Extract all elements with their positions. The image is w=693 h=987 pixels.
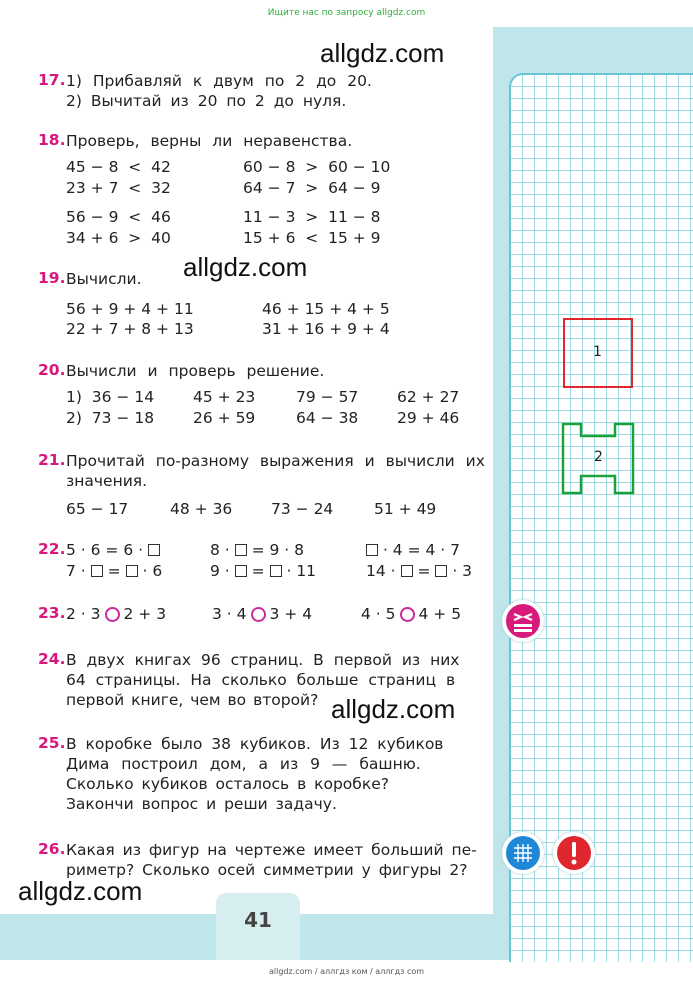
watermark: allgdz.com bbox=[331, 694, 456, 724]
exercise-19-item: 31 + 16 + 9 + 4 bbox=[262, 320, 390, 338]
expr-text: = 9 · 8 bbox=[251, 541, 305, 559]
exercise-25-line-4: Закончи вопрос и реши задачу. bbox=[66, 795, 337, 813]
grid-paper bbox=[509, 73, 693, 962]
exercise-19-item: 22 + 7 + 8 + 13 bbox=[66, 320, 194, 338]
exercise-22-item bbox=[210, 561, 316, 581]
expr-text: 9 · bbox=[210, 562, 230, 580]
expr-text: 4 + 5 bbox=[418, 605, 462, 623]
exercise-22-item bbox=[366, 561, 472, 581]
compare-icon bbox=[502, 600, 544, 642]
exercise-18-item: 56 − 9 < 46 bbox=[66, 208, 171, 226]
expr-text: = bbox=[251, 562, 265, 580]
exercise-18-item: 60 − 8 > 60 − 10 bbox=[243, 158, 391, 176]
exercise-25-line-2: Дима построил дом, а из 9 — башню. bbox=[66, 755, 421, 773]
exercise-21-line-2: значения. bbox=[66, 472, 148, 490]
exercise-number: 25. bbox=[38, 734, 66, 752]
exercise-19-title: Вычисли. bbox=[66, 270, 142, 288]
compare-circle bbox=[251, 607, 266, 622]
blank-box bbox=[366, 544, 378, 556]
watermark: allgdz.com bbox=[18, 876, 143, 906]
grid-icon bbox=[502, 832, 544, 874]
exercise-24-line-1: В двух книгах 96 страниц. В первой из них bbox=[66, 651, 460, 669]
blank-box bbox=[435, 565, 447, 577]
exercise-23-item bbox=[66, 604, 166, 624]
exercise-26-line-1: Какая из фигур на чертеже имеет больший пе- bbox=[66, 841, 477, 859]
exercise-18-item: 45 − 8 < 42 bbox=[66, 158, 171, 176]
expr-text: 2 · 3 bbox=[66, 605, 101, 623]
exercise-number: 19. bbox=[38, 269, 66, 287]
expr-text: 4 · 5 bbox=[361, 605, 396, 623]
expr-text: 5 · 6 = 6 · bbox=[66, 541, 144, 559]
exercise-number: 17. bbox=[38, 71, 66, 89]
blank-box bbox=[91, 565, 103, 577]
expr-text: · 3 bbox=[452, 562, 473, 580]
expr-text: · 11 bbox=[286, 562, 317, 580]
expr-text: 14 · bbox=[366, 562, 396, 580]
blank-box bbox=[401, 565, 413, 577]
exercise-22-item bbox=[210, 540, 304, 560]
exercise-18-item: 11 − 3 > 11 − 8 bbox=[243, 208, 381, 226]
exercise-21-item: 65 − 17 bbox=[66, 500, 129, 518]
exercise-23-item bbox=[361, 604, 461, 624]
figure-1-label: 1 bbox=[593, 344, 602, 360]
expr-text: = bbox=[417, 562, 431, 580]
compare-circle bbox=[105, 607, 120, 622]
page-number: 41 bbox=[244, 908, 272, 932]
exercise-number: 23. bbox=[38, 604, 66, 622]
figure-2-label: 2 bbox=[594, 449, 603, 465]
watermark: allgdz.com bbox=[320, 38, 445, 68]
expr-text: 3 + 4 bbox=[269, 605, 313, 623]
exercise-21-item: 51 + 49 bbox=[374, 500, 437, 518]
expr-text: · 6 bbox=[142, 562, 163, 580]
expr-text: · 4 = 4 · 7 bbox=[382, 541, 460, 559]
blank-box bbox=[126, 565, 138, 577]
footer-text: allgdz.com / аллгдз ком / аллгдз com bbox=[268, 967, 425, 976]
exercise-25-line-1: В коробке было 38 кубиков. Из 12 кубиков bbox=[66, 735, 444, 753]
exercise-number: 22. bbox=[38, 540, 66, 558]
exercise-22-item bbox=[66, 561, 162, 581]
exercise-number: 24. bbox=[38, 650, 66, 668]
blank-box bbox=[270, 565, 282, 577]
expr-text: 8 · bbox=[210, 541, 230, 559]
exercise-19-item: 56 + 9 + 4 + 11 bbox=[66, 300, 194, 318]
exercise-18-item: 64 − 7 > 64 − 9 bbox=[243, 179, 381, 197]
exercise-25-line-3: Сколько кубиков осталось в коробке? bbox=[66, 775, 389, 793]
exercise-19-item: 46 + 15 + 4 + 5 bbox=[262, 300, 390, 318]
expr-text: = bbox=[107, 562, 121, 580]
exercise-21-item: 48 + 36 bbox=[170, 500, 233, 518]
exercise-23-item bbox=[212, 604, 312, 624]
exercise-18-item: 34 + 6 > 40 bbox=[66, 229, 171, 247]
exercise-21-line-1: Прочитай по-разному выражения и вычисли их bbox=[66, 452, 485, 470]
exercise-number: 21. bbox=[38, 451, 66, 469]
exclamation-icon bbox=[553, 832, 595, 874]
exercise-20-title: Вычисли и проверь решение. bbox=[66, 362, 325, 380]
exercise-17-line-2: 2) Вычитай из 20 по 2 до нуля. bbox=[66, 92, 347, 110]
header-note: Ищите нас по запросу allgdz.com bbox=[267, 8, 426, 18]
exercise-20-item: 64 − 38 bbox=[296, 409, 359, 427]
blank-box bbox=[235, 544, 247, 556]
exercise-22-item bbox=[66, 540, 160, 560]
exercise-18-item: 15 + 6 < 15 + 9 bbox=[243, 229, 381, 247]
blank-box bbox=[235, 565, 247, 577]
exercise-number: 18. bbox=[38, 131, 66, 149]
exercise-20-item: 26 + 59 bbox=[193, 409, 256, 427]
watermark: allgdz.com bbox=[183, 252, 308, 282]
exercise-20-item: 45 + 23 bbox=[193, 388, 256, 406]
exercise-17-line-1: 1) Прибавляй к двум по 2 до 20. bbox=[66, 72, 372, 90]
exercise-20-item: 1) 36 − 14 bbox=[66, 388, 155, 406]
exercise-20-item: 2) 73 − 18 bbox=[66, 409, 155, 427]
exercise-20-item: 79 − 57 bbox=[296, 388, 359, 406]
exercise-number: 20. bbox=[38, 361, 66, 379]
exercise-21-item: 73 − 24 bbox=[271, 500, 334, 518]
exercise-20-item: 29 + 46 bbox=[397, 409, 460, 427]
exercise-24-line-2: 64 страницы. На сколько больше страниц в bbox=[66, 671, 456, 689]
exercise-26-line-2: риметр? Сколько осей симметрии у фигуры 2? bbox=[66, 861, 468, 879]
expr-text: 7 · bbox=[66, 562, 86, 580]
exercise-18-item: 23 + 7 < 32 bbox=[66, 179, 171, 197]
exercise-18-title: Проверь, верны ли неравенства. bbox=[66, 132, 353, 150]
expr-text: 2 + 3 bbox=[123, 605, 167, 623]
compare-circle bbox=[400, 607, 415, 622]
exercise-number: 26. bbox=[38, 840, 66, 858]
expr-text: 3 · 4 bbox=[212, 605, 247, 623]
exercise-20-item: 62 + 27 bbox=[397, 388, 460, 406]
exercise-22-item bbox=[366, 540, 460, 560]
exercise-24-line-3: первой книге, чем во второй? bbox=[66, 691, 319, 709]
blank-box bbox=[148, 544, 160, 556]
